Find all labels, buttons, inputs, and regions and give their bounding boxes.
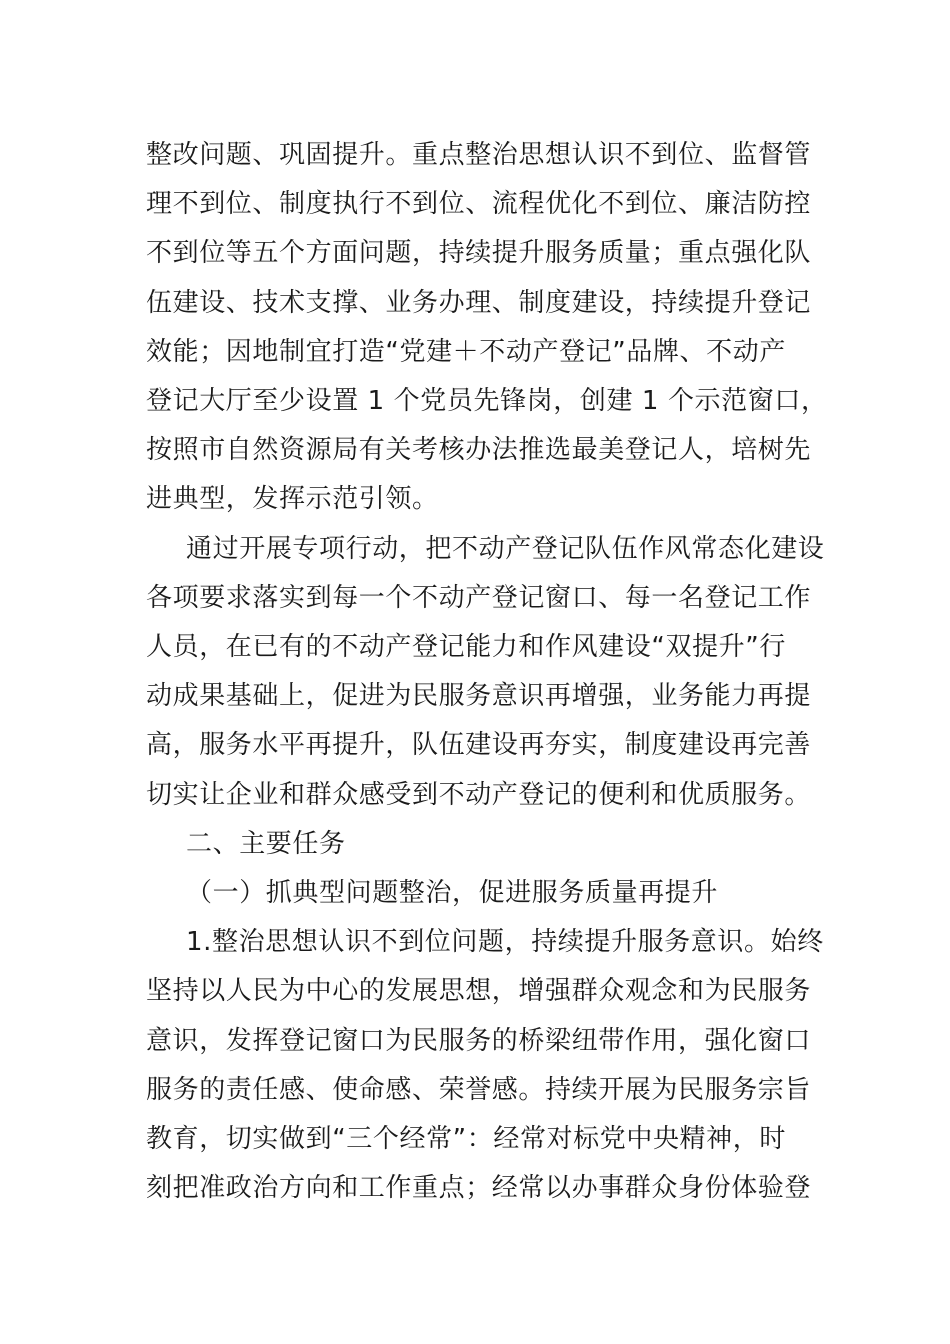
- text-line: 理不到位、制度执行不到位、流程优化不到位、廉洁防控: [146, 189, 812, 220]
- text-line: 服务的责任感、使命感、荣誉感。持续开展为民服务宗旨: [146, 1074, 812, 1105]
- text-line: 各项要求落实到每一个不动产登记窗口、每一名登记工作: [146, 582, 812, 613]
- paragraph-continuation: [146, 131, 828, 525]
- text-line: 人员，在已有的不动产登记能力和作风建设“双提升”行: [146, 632, 786, 663]
- text-line: 不到位等五个方面问题，持续提升服务质量；重点强化队: [146, 238, 812, 269]
- paragraph-item-1: [146, 918, 824, 1213]
- section-heading-main-tasks: [146, 820, 808, 869]
- text-line: 动成果基础上，促进为民服务意识再增强，业务能力再提: [146, 681, 812, 712]
- text-line: 整改问题、巩固提升。重点整治思想认识不到位、监督管: [146, 140, 812, 170]
- text-line: 坚持以人民为中心的发展思想，增强群众观念和为民服务: [146, 976, 812, 1007]
- text-line: 进典型，发挥示范引领。: [146, 484, 439, 515]
- text-line: 效能；因地制宜打造“党建＋不动产登记”品牌、不动产: [146, 336, 786, 367]
- text-line: 切实让企业和群众感受到不动产登记的便利和优质服务。: [146, 779, 812, 810]
- text-line: 教育，切实做到“三个经常”：经常对标党中央精神，时: [146, 1124, 786, 1155]
- subsection-heading-typical-problems: [146, 869, 808, 918]
- text-line: 1.整治思想认识不到位问题，持续提升服务意识。始终: [186, 927, 824, 958]
- text-line: 伍建设、技术支撑、业务办理、制度建设，持续提升登记: [146, 287, 812, 318]
- heading-text: 二、主要任务: [186, 828, 346, 859]
- document-body: [146, 131, 828, 1213]
- text-line: 按照市自然资源局有关考核办法推选最美登记人，培树先: [146, 435, 812, 466]
- text-line: 登记大厅至少设置 1 个党员先锋岗，创建 1 个示范窗口，: [146, 386, 828, 417]
- paragraph-special-action: [146, 525, 825, 820]
- text-line: 意识，发挥登记窗口为民服务的桥梁纽带作用，强化窗口: [146, 1025, 812, 1056]
- heading-text: （一）抓典型问题整治，促进服务质量再提升: [186, 878, 719, 909]
- text-line: 通过开展专项行动，把不动产登记队伍作风常态化建设: [186, 533, 825, 564]
- text-line: 刻把准政治方向和工作重点；经常以办事群众身份体验登: [146, 1173, 812, 1204]
- text-line: 高，服务水平再提升，队伍建设再夯实，制度建设再完善: [146, 730, 812, 761]
